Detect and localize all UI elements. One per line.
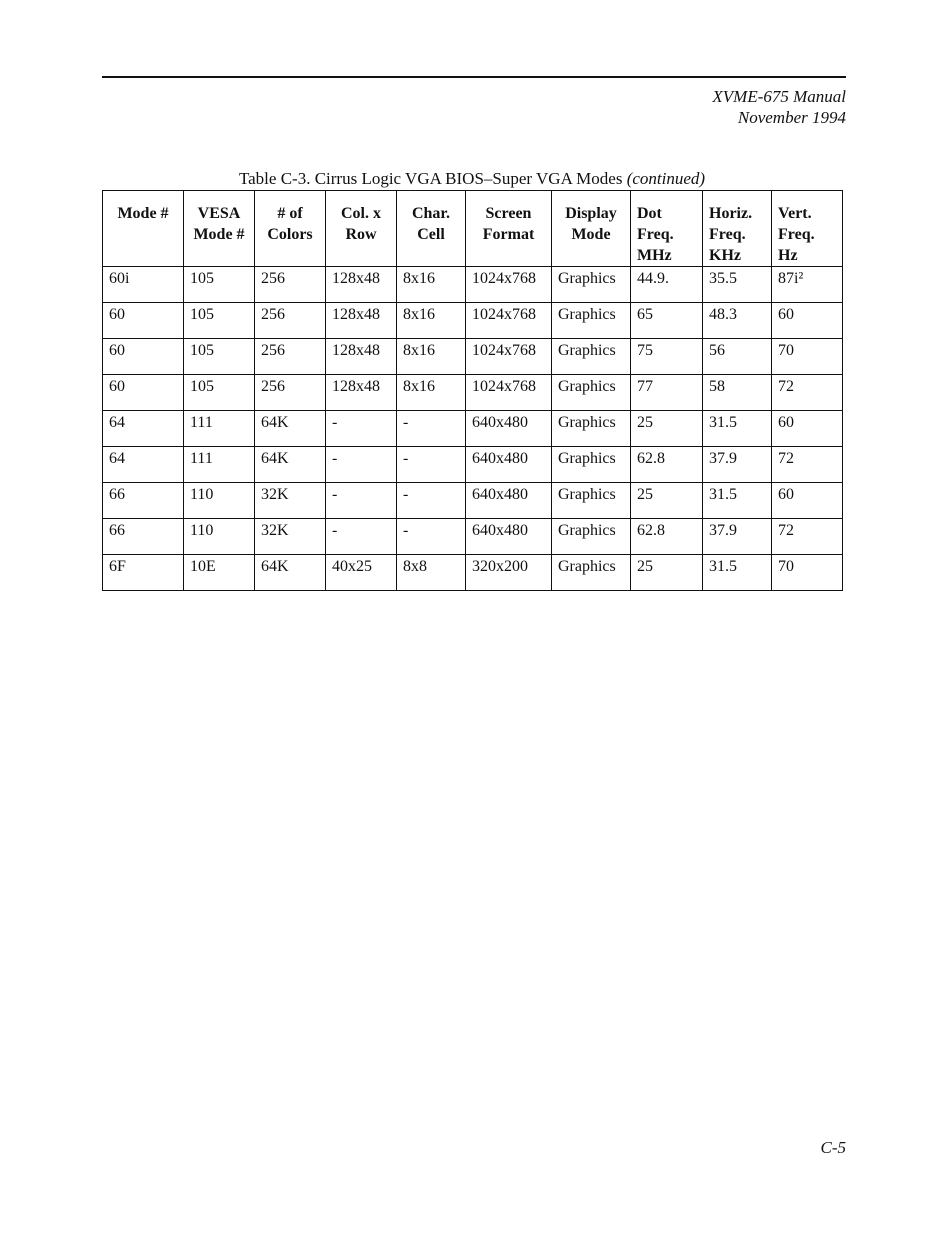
col-char-cell: Char. Cell: [397, 191, 466, 267]
table-cell: 66: [103, 483, 184, 519]
table-cell: -: [397, 447, 466, 483]
table-cell: 10E: [184, 555, 255, 591]
table-cell: 640x480: [466, 519, 552, 555]
table-cell: 37.9: [703, 447, 772, 483]
table-cell: 8x16: [397, 267, 466, 303]
table-cell: 8x8: [397, 555, 466, 591]
table-cell: 105: [184, 303, 255, 339]
table-cell: 32K: [255, 483, 326, 519]
table-cell: 256: [255, 339, 326, 375]
table-cell: 75: [631, 339, 703, 375]
table-cell: Graphics: [552, 519, 631, 555]
table-cell: 256: [255, 267, 326, 303]
table-cell: 110: [184, 483, 255, 519]
table-row: [103, 447, 843, 483]
table-cell: 60: [772, 303, 843, 339]
table-cell: 111: [184, 447, 255, 483]
table-cell: 8x16: [397, 339, 466, 375]
col-vert-freq: Vert. Freq. Hz: [772, 191, 843, 267]
col-colrow: Col. x Row: [326, 191, 397, 267]
table-cell: 64: [103, 447, 184, 483]
table-cell: 256: [255, 303, 326, 339]
table-cell: 25: [631, 483, 703, 519]
table-cell: 72: [772, 519, 843, 555]
table-cell: 64K: [255, 555, 326, 591]
table-cell: 62.8: [631, 447, 703, 483]
table-cell: 64K: [255, 447, 326, 483]
table-cell: 60: [103, 339, 184, 375]
col-horiz-freq: Horiz. Freq. KHz: [703, 191, 772, 267]
table-cell: 25: [631, 411, 703, 447]
table-cell: 70: [772, 555, 843, 591]
table-cell: -: [397, 483, 466, 519]
table-cell: 105: [184, 267, 255, 303]
header-rule: [102, 76, 846, 78]
table-cell: 1024x768: [466, 339, 552, 375]
manual-title: XVME-675 Manual: [712, 87, 846, 106]
table-cell: 62.8: [631, 519, 703, 555]
col-colors: # of Colors: [255, 191, 326, 267]
table-cell: 31.5: [703, 555, 772, 591]
table-cell: -: [326, 411, 397, 447]
table-cell: 60: [103, 303, 184, 339]
table-cell: 105: [184, 375, 255, 411]
table-cell: 72: [772, 375, 843, 411]
table-cell: 60: [103, 375, 184, 411]
table-cell: 128x48: [326, 375, 397, 411]
table-caption: [102, 169, 842, 189]
header-row: [103, 191, 843, 267]
table-cell: 70: [772, 339, 843, 375]
table-cell: 128x48: [326, 267, 397, 303]
col-dot-freq: Dot Freq. MHz: [631, 191, 703, 267]
table-cell: -: [326, 519, 397, 555]
table-row: [103, 519, 843, 555]
caption-suffix: (continued): [626, 169, 706, 188]
table-cell: Graphics: [552, 447, 631, 483]
table-cell: 72: [772, 447, 843, 483]
table-cell: -: [397, 411, 466, 447]
table-cell: 1024x768: [466, 267, 552, 303]
table-cell: 32K: [255, 519, 326, 555]
table-cell: Graphics: [552, 339, 631, 375]
table-cell: 31.5: [703, 483, 772, 519]
table-cell: Graphics: [552, 303, 631, 339]
caption-text: Table C-3. Cirrus Logic VGA BIOS–Super VGA Modes: [238, 169, 623, 188]
table-cell: 1024x768: [466, 375, 552, 411]
table-cell: Graphics: [552, 411, 631, 447]
table-cell: 37.9: [703, 519, 772, 555]
table-cell: Graphics: [552, 483, 631, 519]
table-cell: 65: [631, 303, 703, 339]
table-cell: 640x480: [466, 483, 552, 519]
table-cell: -: [326, 447, 397, 483]
table-cell: 256: [255, 375, 326, 411]
table-cell: 48.3: [703, 303, 772, 339]
table-cell: 25: [631, 555, 703, 591]
table-cell: Graphics: [552, 375, 631, 411]
table-cell: 31.5: [703, 411, 772, 447]
table-row: [103, 303, 843, 339]
table-cell: Graphics: [552, 555, 631, 591]
table-cell: 320x200: [466, 555, 552, 591]
table-cell: -: [397, 519, 466, 555]
table-cell: 56: [703, 339, 772, 375]
table-cell: 60: [772, 483, 843, 519]
col-screen-format: Screen Format: [466, 191, 552, 267]
table-cell: 64: [103, 411, 184, 447]
table-cell: 58: [703, 375, 772, 411]
table-cell: 66: [103, 519, 184, 555]
table-cell: 77: [631, 375, 703, 411]
table-cell: 60: [772, 411, 843, 447]
table-cell: Graphics: [552, 267, 631, 303]
col-display-mode: Display Mode: [552, 191, 631, 267]
table-row: [103, 375, 843, 411]
table-row: [103, 339, 843, 375]
table-cell: 60i: [103, 267, 184, 303]
table-cell: 640x480: [466, 411, 552, 447]
table-row: [103, 267, 843, 303]
table-cell: 8x16: [397, 303, 466, 339]
table-cell: 128x48: [326, 303, 397, 339]
table-cell: 110: [184, 519, 255, 555]
table-row: [103, 411, 843, 447]
table-cell: 8x16: [397, 375, 466, 411]
table-cell: 40x25: [326, 555, 397, 591]
table-cell: 44.9.: [631, 267, 703, 303]
table-row: [103, 555, 843, 591]
table-cell: 111: [184, 411, 255, 447]
table-cell: -: [326, 483, 397, 519]
table-cell: 87i²: [772, 267, 843, 303]
vga-modes-table: [102, 190, 843, 591]
table-cell: 128x48: [326, 339, 397, 375]
table-row: [103, 483, 843, 519]
table-cell: 64K: [255, 411, 326, 447]
col-vesa-mode: VESA Mode #: [184, 191, 255, 267]
col-mode: Mode #: [103, 191, 184, 267]
page-number: C-5: [820, 1138, 846, 1157]
table-cell: 1024x768: [466, 303, 552, 339]
manual-date: November 1994: [737, 108, 846, 127]
table-cell: 6F: [103, 555, 184, 591]
table-cell: 35.5: [703, 267, 772, 303]
table-cell: 105: [184, 339, 255, 375]
table-cell: 640x480: [466, 447, 552, 483]
